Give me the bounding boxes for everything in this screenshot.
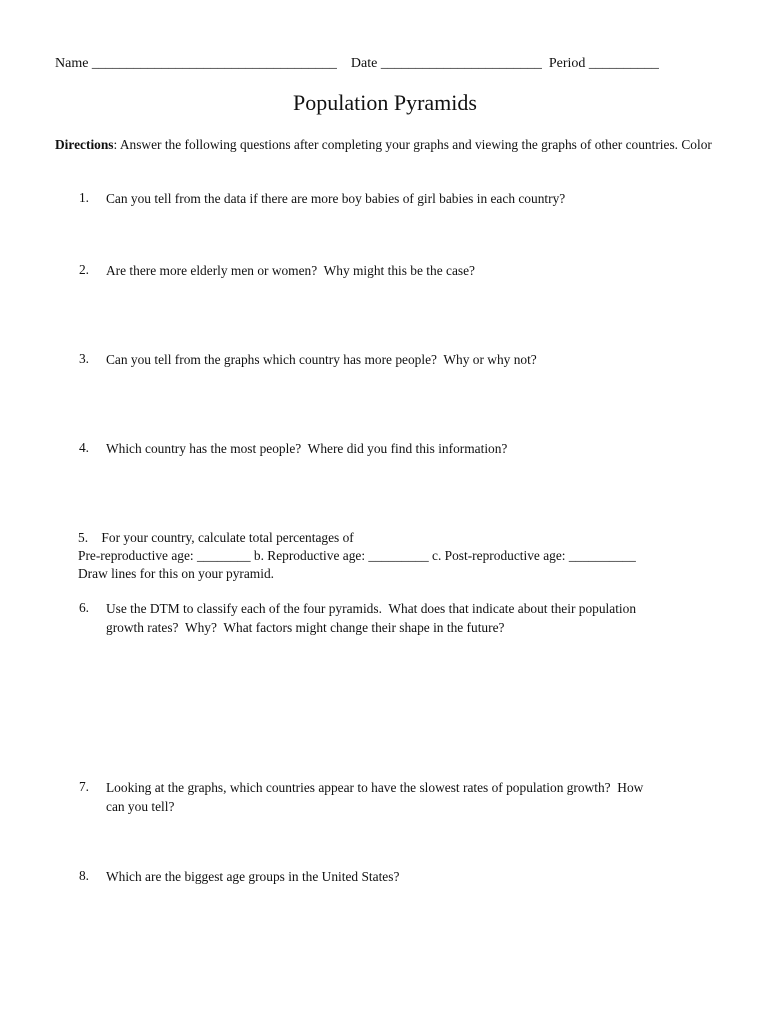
- question-3-number: 3.: [78, 351, 89, 366]
- question-7-line-1: Looking at the graphs, which countries appear to have the slowest rates of population growth? How: [106, 780, 644, 795]
- question-8-number: 8.: [78, 868, 89, 883]
- question-4-text: Which country has the most people? Where did you find this information?: [106, 441, 508, 456]
- question-2-text: Are there more elderly men or women? Why might this be the case?: [106, 263, 475, 278]
- question-6-line-1: Use the DTM to classify each of the four pyramids. What does that indicate about their population: [106, 601, 637, 616]
- question-7-line-2: can you tell?: [106, 799, 175, 814]
- question-2-number: 2.: [78, 262, 89, 277]
- question-5-line-2: Pre-reproductive age: ________ b. Reproductive age: _________ c. Post-reproductive age: __________: [78, 548, 636, 563]
- page-title: Population Pyramids: [293, 90, 477, 115]
- question-1-number: 1.: [78, 190, 89, 205]
- directions-text: : Answer the following questions after completing your graphs and viewing the graphs of other countries. Color: [113, 137, 712, 152]
- header-name-date-period: Name ___________________________________ Date _______________________ Period __________: [55, 56, 659, 71]
- question-5-line-1: 5. For your country, calculate total percentages of: [78, 530, 354, 545]
- directions-label: Directions: [55, 137, 114, 152]
- question-5-line-3: Draw lines for this on your pyramid.: [78, 566, 274, 581]
- question-8-text: Which are the biggest age groups in the United States?: [106, 869, 400, 884]
- question-6-line-2: growth rates? Why? What factors might change their shape in the future?: [106, 620, 505, 635]
- question-7-number: 7.: [78, 779, 89, 794]
- question-3-text: Can you tell from the graphs which country has more people? Why or why not?: [106, 352, 537, 367]
- question-1-text: Can you tell from the data if there are more boy babies of girl babies in each country?: [106, 191, 566, 206]
- directions: [55, 136, 715, 154]
- question-4-number: 4.: [78, 440, 89, 455]
- question-6-number: 6.: [78, 600, 89, 615]
